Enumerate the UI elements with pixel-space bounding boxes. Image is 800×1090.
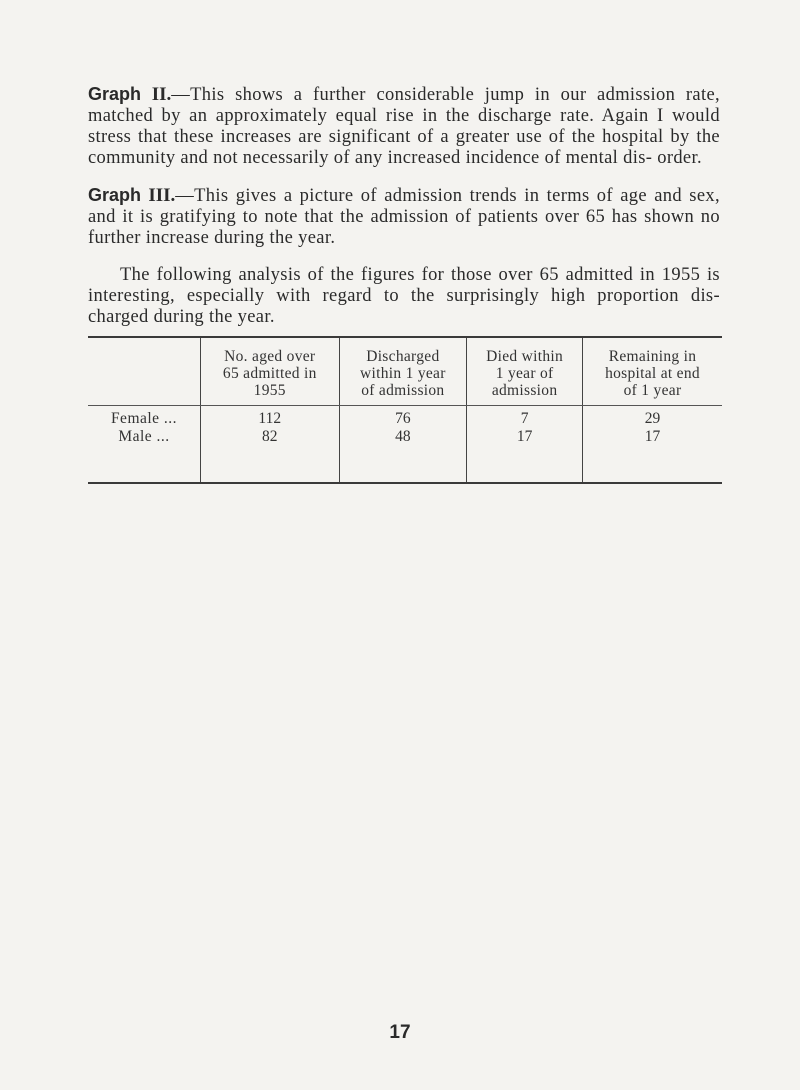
paragraph-graph-ii	[88, 84, 720, 169]
over-65-analysis-table	[88, 336, 722, 484]
header-line: Died within	[486, 348, 564, 365]
cell-remaining: 29	[583, 406, 722, 429]
row-label: Female ...	[110, 410, 178, 427]
table-header-died	[467, 337, 583, 406]
table-header-label	[88, 337, 201, 406]
header-line: admission	[491, 382, 558, 399]
header-line: within 1 year	[360, 365, 446, 382]
paragraph-graph-iii	[88, 185, 720, 249]
header-line: of admission	[361, 382, 445, 399]
paragraph-analysis-intro	[88, 265, 720, 328]
cell-discharged: 76	[339, 406, 467, 429]
paragraph-lead	[88, 84, 171, 104]
lead-numeral: III.	[148, 185, 176, 206]
table-header-row	[88, 337, 722, 406]
header-line: 1 year of	[495, 365, 554, 382]
paragraph-text: —This gives a picture of admission trends in terms of age and sex, and it is gratifying to note that the admission of patients over 65 has shown no further increase during the year.	[88, 186, 720, 248]
lead-numeral: II.	[151, 84, 172, 105]
row-label: Male ...	[118, 428, 170, 445]
lead-word: Graph	[88, 84, 142, 104]
page-body	[88, 84, 720, 344]
header-line: of 1 year	[623, 382, 682, 399]
cell-admitted: 82	[201, 428, 340, 483]
paragraph-lead	[88, 185, 175, 205]
cell-died: 17	[467, 428, 583, 483]
page-number: 17	[389, 1022, 411, 1043]
header-line: 65 admitted in	[222, 365, 317, 382]
header-line: hospital at end	[605, 365, 700, 382]
paragraph-text: The following analysis of the figures for those over 65 admitted in 1955 is interesting, especially with regard to the surprisingly high proportion dis- charged during the year.	[88, 265, 720, 327]
header-line: Remaining in	[608, 348, 697, 365]
header-line: Discharged	[366, 348, 440, 365]
table-row-female	[88, 406, 722, 429]
table-header-admitted	[201, 337, 340, 406]
table-header-remaining	[583, 337, 722, 406]
table-header-discharged	[339, 337, 467, 406]
cell-remaining: 17	[583, 428, 722, 483]
paragraph-text: —This shows a further considerable jump in our admission rate, matched by an approximately equal rise in the discharge rate. Again I would stress that these increases are significant of a greater use of the hospital by the community and not necessarily of any increased incidence of mental dis- order.	[88, 85, 720, 168]
table-row-male	[88, 428, 722, 483]
header-line: No. aged over	[224, 348, 316, 365]
lead-word: Graph	[88, 185, 142, 205]
header-line: 1955	[253, 382, 286, 399]
cell-died: 7	[467, 406, 583, 429]
cell-discharged: 48	[339, 428, 467, 483]
cell-admitted: 112	[201, 406, 340, 429]
